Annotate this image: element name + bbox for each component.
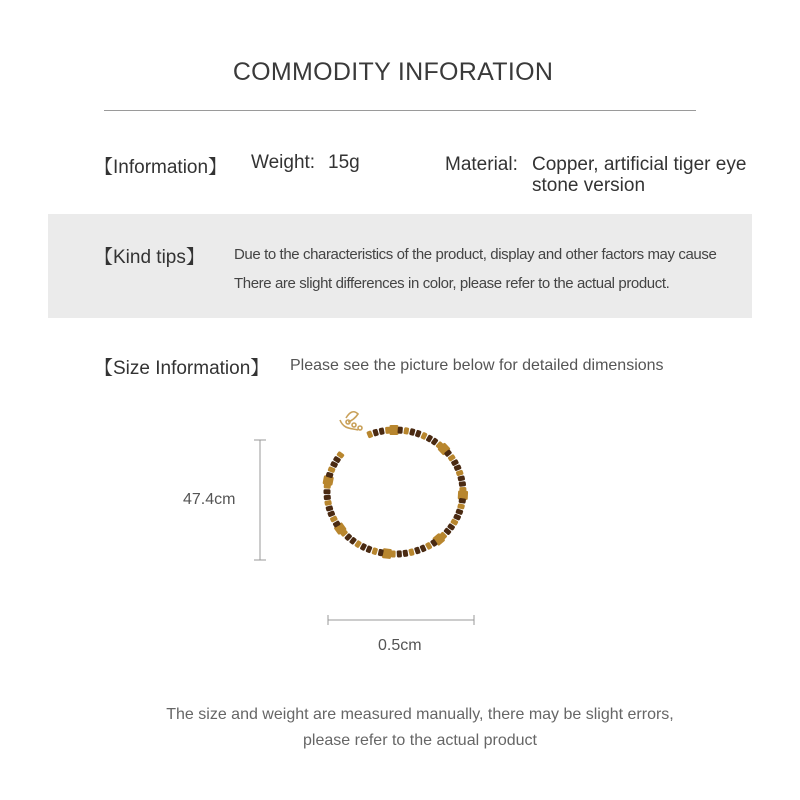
bead — [397, 550, 402, 557]
bead-strand — [322, 425, 468, 559]
footer-line-2: please refer to the actual product — [303, 732, 537, 749]
bead — [379, 427, 385, 435]
bead — [457, 475, 465, 481]
clasp-chain — [340, 412, 362, 430]
bead — [402, 549, 408, 557]
horizontal-dimension-label: 0.5cm — [378, 637, 422, 654]
footer-line-1: The size and weight are measured manually, there may be slight errors, — [166, 706, 674, 723]
footer-note — [120, 702, 720, 754]
bead — [382, 548, 392, 559]
bead — [458, 498, 466, 504]
size-information-description: Please see the picture below for detailed dimensions — [290, 357, 664, 374]
bead — [371, 547, 378, 555]
bead — [389, 425, 398, 435]
bead — [415, 430, 422, 438]
kind-tips-text-line-1: Due to the characteristics of the product, display and other factors may cause — [234, 246, 717, 263]
information-label: 【Information】 — [94, 157, 228, 178]
bead — [409, 428, 416, 436]
necklace-image — [300, 400, 500, 580]
vertical-dimension-line — [250, 436, 270, 566]
bead — [459, 481, 467, 487]
bead — [408, 548, 415, 556]
bead — [324, 495, 331, 501]
bead — [457, 503, 465, 509]
horizontal-dimension-line — [324, 612, 480, 630]
weight-label: Weight: — [251, 152, 316, 173]
bead — [372, 429, 379, 437]
vertical-dimension-label: 47.4cm — [183, 491, 236, 508]
bead — [397, 427, 403, 434]
bead — [414, 546, 421, 554]
kind-tips-text-line-2: There are slight differences in color, please refer to the actual product. — [234, 275, 670, 292]
page-title: COMMODITY INFORATION — [232, 58, 554, 86]
material-label: Material: — [445, 154, 518, 175]
bead — [324, 500, 332, 506]
bead — [325, 505, 333, 512]
title-divider — [104, 110, 696, 111]
size-information-label: 【Size Information】 — [94, 358, 270, 379]
bead — [323, 489, 330, 494]
kind-tips-label: 【Kind tips】 — [94, 247, 205, 268]
bead — [403, 427, 409, 435]
weight-value: 15g — [328, 152, 360, 173]
material-value: Copper, artificial tiger eye stone version — [532, 154, 747, 196]
bead — [366, 430, 373, 438]
